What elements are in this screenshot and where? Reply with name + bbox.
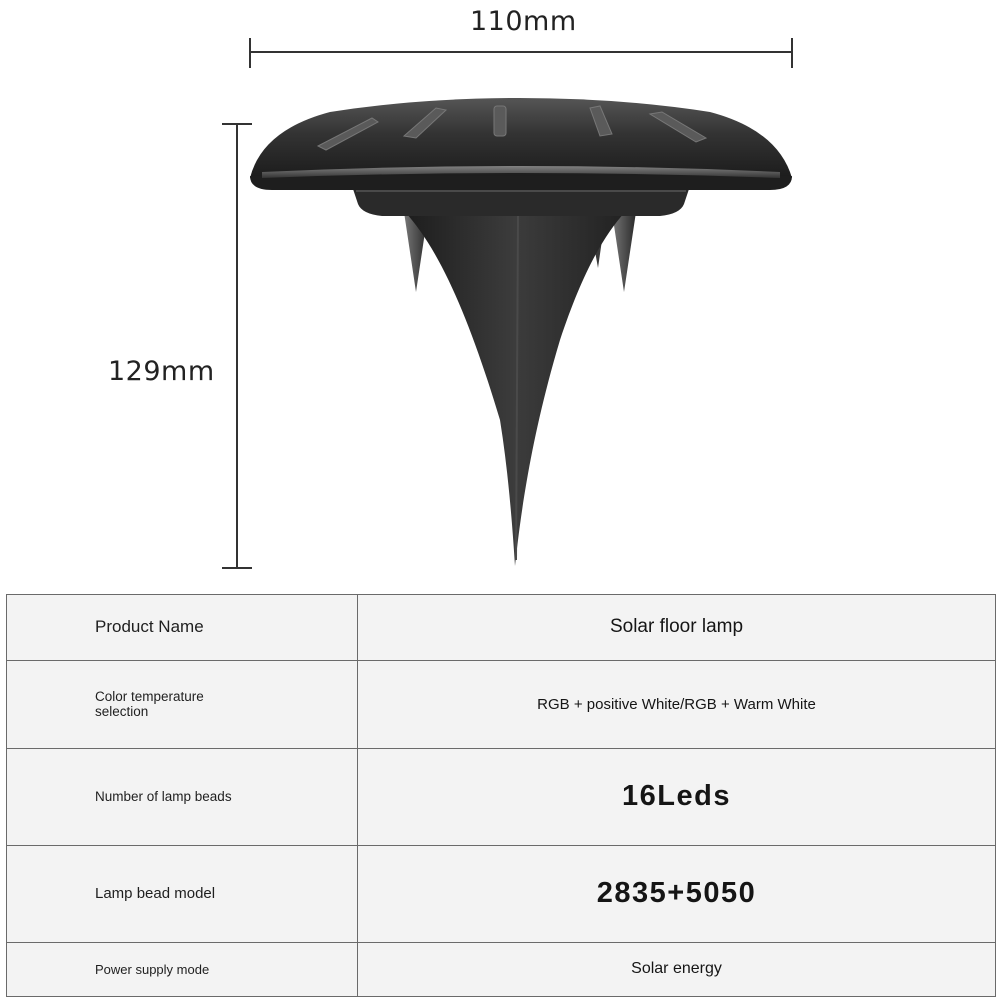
table-row xyxy=(7,595,996,661)
table-row xyxy=(7,942,996,996)
spec-value-power-supply: Solar energy xyxy=(358,942,996,996)
spec-value-product-name: Solar floor lamp xyxy=(358,595,996,661)
spec-label-power-supply: Power supply mode xyxy=(7,942,358,996)
table-row xyxy=(7,845,996,942)
width-dimension-line xyxy=(250,38,792,68)
spec-label-product-name: Product Name xyxy=(7,595,358,661)
spec-value-bead-model: 2835+5050 xyxy=(358,845,996,942)
spec-value-color-temperature: RGB + positive White/RGB + Warm White xyxy=(358,660,996,748)
width-dimension-label: 110mm xyxy=(470,6,577,37)
table-row xyxy=(7,660,996,748)
spec-label-color-temperature-text: Color temperature selection xyxy=(95,689,204,720)
spec-label-lamp-beads-text: Number of lamp beads xyxy=(95,789,232,805)
height-dimension-line xyxy=(222,124,252,568)
spec-value-lamp-beads: 16Leds xyxy=(358,748,996,845)
table-row xyxy=(7,748,996,845)
spec-label-bead-model: Lamp bead model xyxy=(7,845,358,942)
specification-table xyxy=(6,594,996,997)
spec-label-lamp-beads xyxy=(7,748,358,845)
spec-label-color-temperature xyxy=(7,660,358,748)
height-dimension-label: 129mm xyxy=(108,356,215,387)
lamp-drawing xyxy=(250,98,792,566)
